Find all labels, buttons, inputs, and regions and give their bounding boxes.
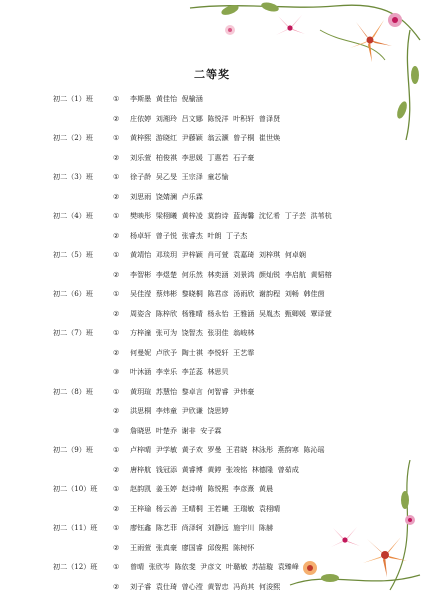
student-names (130, 538, 259, 558)
student-name: 谢非 (181, 425, 196, 435)
student-name: 黄玥瑄 (130, 386, 152, 396)
student-name: 黄錞 (207, 464, 222, 474)
student-name: 姜玉婷 (155, 484, 178, 493)
student-name: 陈梓欣 (155, 308, 178, 318)
group-number: ③ (113, 367, 120, 376)
student-name: 蓝海馨 (233, 211, 255, 220)
student-name: 刘乐萱 (130, 152, 152, 162)
student-name: 何卓娴 (284, 250, 306, 259)
group-number: ① (113, 484, 120, 493)
group-number: ① (113, 523, 120, 532)
student-name: 柏俊祺 (155, 152, 178, 162)
student-name: 李幸乐 (155, 367, 178, 376)
student-name: 黎晓桐 (181, 289, 203, 298)
group-number: ② (113, 581, 120, 591)
student-name: 叶朗 (207, 230, 222, 240)
award-row (53, 557, 383, 577)
student-name: 苏慧怡 (155, 386, 178, 396)
student-name: 李煜楚 (155, 269, 178, 279)
student-name: 叶楚乔 (155, 425, 178, 435)
student-name: 钱冠添 (155, 464, 178, 474)
student-name: 袁臻峰 (277, 562, 299, 571)
student-name: 何浚熙 (258, 581, 281, 591)
award-row (53, 421, 383, 441)
class-label: 初二（2）班 (53, 133, 93, 142)
student-name: 陶士祺 (181, 347, 203, 357)
student-name: 何智睿 (207, 386, 229, 396)
student-name: 刘湘玲 (155, 113, 178, 123)
group-number: ② (113, 191, 120, 201)
student-names (130, 557, 303, 577)
student-names (130, 323, 259, 343)
group-number: ② (113, 269, 120, 279)
student-name: 饶智杰 (181, 328, 203, 337)
award-row (53, 362, 383, 382)
student-name: 倪榆涵 (181, 94, 203, 103)
student-name: 卢欣予 (155, 347, 178, 357)
student-name: 刘畅 (284, 289, 299, 298)
group-number: ① (113, 289, 120, 298)
student-names (130, 479, 278, 499)
student-name: 叶沐涵 (130, 367, 152, 376)
student-name: 尹欣谦 (181, 406, 203, 415)
student-names (130, 245, 310, 265)
group-number: ① (113, 562, 120, 571)
student-name: 方梓潼 (130, 328, 152, 337)
group-number: ② (113, 464, 120, 474)
student-name: 罗曼 (207, 445, 222, 454)
student-name: 廖钰鑫 (130, 523, 152, 532)
student-name: 刘静远 (207, 523, 229, 532)
award-row (53, 440, 383, 460)
group-number: ② (113, 113, 120, 123)
student-name: 叶璐敏 (226, 562, 248, 571)
student-names (130, 128, 285, 148)
award-row (53, 265, 383, 285)
student-name: 黄晨 (258, 484, 274, 493)
student-name: 覃译萱 (310, 308, 332, 318)
group-number: ② (113, 406, 120, 415)
student-name: 游晓红 (155, 133, 178, 142)
student-name: 汤雨欣 (233, 289, 255, 298)
group-number: ① (113, 133, 120, 142)
student-name: 冯尚其 (233, 581, 255, 591)
award-title: 二等奖 (194, 68, 230, 81)
student-name: 陈悦熙 (207, 484, 229, 493)
student-name: 袁嘉琦 (233, 250, 255, 259)
student-name: 李芷蕊 (181, 367, 203, 376)
student-names (130, 265, 336, 285)
student-name: 曾心滢 (181, 581, 203, 591)
class-label: 初二（10）班 (53, 484, 98, 493)
student-name: 黄智忠 (207, 581, 229, 591)
student-name: 王若曦 (207, 503, 229, 513)
award-list (53, 89, 383, 596)
student-name: 翁云灏 (207, 133, 229, 142)
group-number: ② (113, 503, 120, 513)
student-name: 王瑞敏 (233, 503, 255, 513)
student-name: 陈君彦 (207, 289, 229, 298)
student-name: 黄佳怡 (155, 94, 178, 103)
student-name: 张羽佳 (207, 328, 229, 337)
student-name: 林思贝 (207, 367, 229, 376)
student-name: 卢梓晴 (130, 445, 152, 454)
student-name: 叶积轩 (233, 113, 255, 123)
student-name: 卢乐霖 (181, 191, 203, 201)
group-number: ② (113, 152, 120, 162)
award-row (53, 577, 383, 597)
award-row (53, 167, 383, 187)
student-name: 吕文娜 (181, 113, 203, 123)
student-name: 曾子悦 (155, 230, 178, 240)
student-name: 丁子芸 (284, 211, 306, 220)
student-name: 唐梓航 (130, 464, 152, 474)
student-name: 王晴桐 (181, 503, 203, 513)
student-name: 张竣铭 (226, 464, 248, 474)
award-row (53, 226, 383, 246)
award-row (53, 538, 383, 558)
class-label: 初二（9）班 (53, 445, 93, 454)
class-label: 初二（8）班 (53, 386, 93, 396)
student-name: 饶思婷 (207, 406, 229, 415)
group-number: ① (113, 386, 120, 396)
student-name: 刘景鸿 (233, 269, 255, 279)
student-name: 陈树怀 (233, 542, 255, 552)
student-name: 黄靖怡 (130, 250, 152, 259)
group-number: ② (113, 542, 120, 552)
student-name: 李智彬 (130, 269, 152, 279)
student-name: 洪苇杭 (310, 211, 332, 220)
student-name: 安子霖 (200, 425, 222, 435)
student-name: 王雅涵 (233, 308, 255, 318)
student-name: 洪思桐 (130, 406, 152, 415)
student-name: 尹藤颖 (181, 133, 203, 142)
student-name: 黎卓言 (181, 386, 203, 396)
student-names (130, 440, 329, 460)
student-name: 黄梓凌 (181, 211, 203, 220)
student-name: 李思媛 (181, 152, 203, 162)
award-row (53, 343, 383, 363)
student-name: 刘梓琪 (258, 250, 281, 259)
group-number: ② (113, 308, 120, 318)
student-name: 施宇川 (233, 523, 255, 532)
group-number: ② (113, 347, 120, 357)
class-label: 初二（3）班 (53, 172, 93, 181)
student-name: 李启航 (284, 269, 306, 279)
student-names (130, 226, 252, 246)
student-name: 张睿杰 (181, 230, 203, 240)
student-name: 甄卿媛 (284, 308, 306, 318)
student-name: 陈艺菲 (155, 523, 178, 532)
group-number: ① (113, 328, 120, 337)
student-name: 蔡炜彬 (155, 289, 178, 298)
student-name: 燕韵寒 (277, 445, 299, 454)
student-name: 周姿含 (130, 308, 152, 318)
award-row (53, 89, 383, 109)
student-names (130, 89, 207, 109)
student-name: 韩佳茵 (303, 289, 325, 298)
student-name: 王艺霏 (233, 347, 255, 357)
student-name: 庄依婷 (130, 113, 152, 123)
student-name: 邱俊熙 (207, 542, 229, 552)
student-name: 陈沁瑶 (303, 445, 325, 454)
student-name: 梁栩曦 (155, 211, 178, 220)
student-name: 王雨萱 (130, 542, 152, 552)
student-name: 陈赫 (258, 523, 274, 532)
student-name: 吴佳滢 (130, 289, 152, 298)
student-names (130, 187, 207, 207)
group-number: ② (113, 230, 120, 240)
student-name: 张可为 (155, 328, 178, 337)
award-row (53, 206, 383, 226)
student-name: 尹彦文 (200, 562, 222, 571)
student-name: 李彦熹 (233, 484, 255, 493)
group-number: ① (113, 445, 120, 454)
student-names (130, 460, 303, 480)
student-names (130, 382, 259, 402)
student-name: 沈忆希 (258, 211, 281, 220)
student-name: 袁栩晴 (258, 503, 281, 513)
student-name: 赵韵凯 (130, 484, 152, 493)
student-names (130, 499, 285, 519)
award-row (53, 382, 383, 402)
class-label: 初二（5）班 (53, 250, 93, 259)
student-name: 张真豪 (155, 542, 178, 552)
student-name: 曾泽贤 (258, 113, 281, 123)
student-name: 詹晓思 (130, 425, 152, 435)
student-names (130, 518, 278, 538)
student-name: 黄韬榕 (310, 269, 332, 279)
student-names (130, 109, 285, 129)
award-row (53, 304, 383, 324)
student-name: 袁仕琦 (155, 581, 178, 591)
class-label: 初二（4）班 (53, 211, 93, 220)
student-name: 李斯墨 (130, 94, 152, 103)
student-name: 张欣岑 (148, 562, 170, 571)
group-number: ① (113, 172, 120, 181)
student-name: 王梓瑜 (130, 503, 152, 513)
student-name: 王宗泽 (181, 172, 203, 181)
student-names (130, 206, 336, 226)
student-name: 尹学敏 (155, 445, 178, 454)
student-name: 黄子欢 (181, 445, 203, 454)
student-name: 曾子桐 (233, 133, 255, 142)
student-name: 黄睿博 (181, 464, 203, 474)
student-name: 邓琰玥 (155, 250, 178, 259)
student-name: 杨永怡 (207, 308, 229, 318)
award-row (53, 148, 383, 168)
student-name: 吴胤杰 (258, 308, 281, 318)
award-row (53, 245, 383, 265)
student-name: 樊映彤 (130, 211, 152, 220)
student-names (130, 577, 285, 597)
student-name: 陈依斐 (174, 562, 196, 571)
student-name: 曾晴 (130, 562, 145, 571)
award-row (53, 518, 383, 538)
group-number: ① (113, 211, 120, 220)
student-names (130, 362, 233, 382)
class-label: 初二（11）班 (53, 523, 98, 532)
award-row (53, 128, 383, 148)
student-name: 颜灿锐 (258, 269, 281, 279)
group-number: ③ (113, 425, 120, 435)
student-names (130, 167, 233, 187)
award-row (53, 323, 383, 343)
award-row (53, 187, 383, 207)
student-name: 刘子睿 (130, 581, 152, 591)
award-row (53, 109, 383, 129)
student-name: 丁惠若 (207, 152, 229, 162)
class-label: 初二（1）班 (53, 94, 93, 103)
student-name: 尚泽轲 (181, 523, 203, 532)
student-names (130, 284, 329, 304)
student-name: 李炜童 (155, 406, 178, 415)
student-name: 徐子龄 (130, 172, 152, 181)
student-name: 刘思雨 (130, 191, 152, 201)
student-name: 廖国睿 (181, 542, 203, 552)
student-name: 吴乙旻 (155, 172, 178, 181)
award-row (53, 284, 383, 304)
student-name: 林奕涵 (207, 269, 229, 279)
award-row (53, 401, 383, 421)
student-name: 林德隆 (251, 464, 274, 474)
student-name: 陈悦洋 (207, 113, 229, 123)
student-name: 丁子杰 (226, 230, 248, 240)
student-name: 林泳彤 (251, 445, 274, 454)
student-names (130, 421, 226, 441)
student-name: 崔世焕 (258, 133, 281, 142)
student-name: 王君晓 (226, 445, 248, 454)
student-name: 赵诗萌 (181, 484, 203, 493)
class-label: 初二（12）班 (53, 562, 98, 571)
student-name: 童芯愉 (207, 172, 229, 181)
student-names (130, 304, 336, 324)
student-names (130, 148, 259, 168)
student-name: 苏喆璇 (251, 562, 274, 571)
student-name: 莫韵诗 (207, 211, 229, 220)
student-name: 饶婧澜 (155, 191, 178, 201)
award-row (53, 499, 383, 519)
student-name: 曾茹成 (277, 464, 299, 474)
class-label: 初二（6）班 (53, 289, 93, 298)
class-label: 初二（7）班 (53, 328, 93, 337)
student-names (130, 343, 259, 363)
student-name: 杨雅晴 (181, 308, 203, 318)
student-name: 杨卓轩 (130, 230, 152, 240)
student-name: 何曼妮 (130, 347, 152, 357)
student-name: 谢韵程 (258, 289, 281, 298)
student-name: 尹梓颖 (181, 250, 203, 259)
student-name: 翁峻林 (233, 328, 255, 337)
group-number: ① (113, 250, 120, 259)
student-name: 李悦轩 (207, 347, 229, 357)
student-name: 肖可萱 (207, 250, 229, 259)
student-name: 黄梓熙 (130, 133, 152, 142)
award-row (53, 479, 383, 499)
student-name: 石子豪 (233, 152, 255, 162)
student-name: 尹炜豪 (233, 386, 255, 396)
award-row (53, 460, 383, 480)
student-names (130, 401, 233, 421)
group-number: ① (113, 94, 120, 103)
student-name: 杨云善 (155, 503, 178, 513)
student-name: 何乐然 (181, 269, 203, 279)
